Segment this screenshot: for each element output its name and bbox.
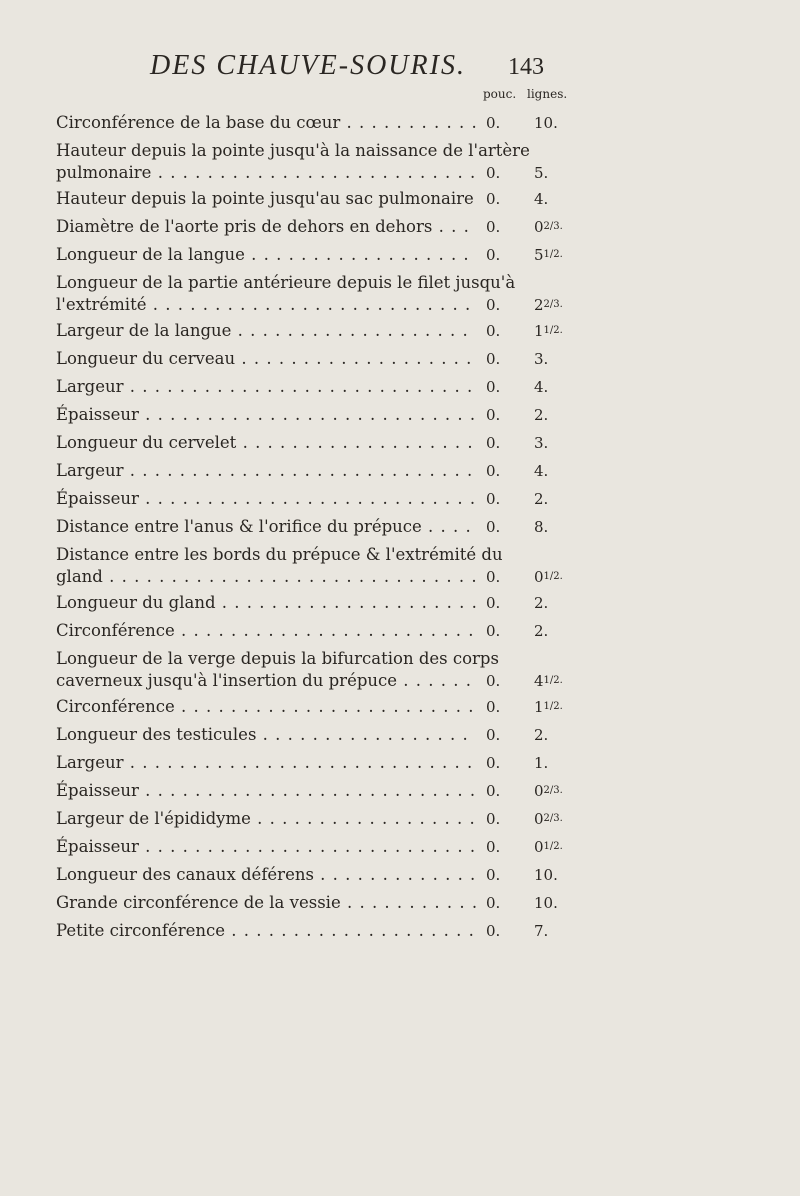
row-pouces-value: 0.: [486, 754, 501, 772]
row-lignes-value: [534, 516, 548, 538]
row-lignes-value: [534, 294, 563, 316]
row-lignes-fraction: 1/2.: [543, 841, 563, 852]
row-lignes-fraction: 1/2.: [543, 701, 563, 712]
row-pouces-value: 0.: [486, 726, 501, 744]
row-lignes-fraction: 1/2.: [543, 249, 563, 260]
row-lignes-value: [534, 488, 548, 510]
table-row: [56, 620, 616, 642]
row-lignes-value: [534, 780, 563, 802]
row-label: Longueur des testicules . . .: [56, 724, 476, 746]
row-lignes-fraction: 2/3.: [543, 813, 563, 824]
row-label: Circonférence . . .: [56, 620, 476, 642]
row-lignes-whole: 3.: [534, 434, 549, 452]
row-lignes-fraction: 2/3.: [543, 221, 563, 232]
row-lignes-fraction: 1/2.: [543, 675, 563, 686]
row-label: Petite circonférence . . .: [56, 920, 476, 942]
table-row: [56, 272, 616, 316]
running-head: [0, 46, 800, 86]
row-label: Épaisseur . . .: [56, 780, 476, 802]
row-pouces-value: 0.: [486, 378, 501, 396]
row-label-line-1: Longueur de la verge depuis la bifurcation des corps: [56, 649, 499, 668]
table-row: [56, 432, 616, 454]
row-lignes-value: [534, 216, 563, 238]
row-lignes-value: [534, 404, 548, 426]
row-pouces-value: 0.: [486, 218, 501, 236]
row-lignes-whole: 2: [534, 296, 544, 314]
table-row: [56, 188, 616, 210]
table-row: [56, 648, 616, 692]
row-label: Épaisseur . . .: [56, 404, 476, 426]
table-row: [56, 920, 616, 942]
row-pouces-value: 0.: [486, 114, 501, 132]
row-label-line-2: pulmonaire . . .: [56, 162, 476, 184]
row-lignes-fraction: 1/2.: [543, 571, 563, 582]
row-pouces-value: 0.: [486, 462, 501, 480]
row-lignes-whole: 2.: [534, 726, 549, 744]
table-row: [56, 864, 616, 886]
row-label: Épaisseur . . .: [56, 488, 476, 510]
column-headers: [0, 87, 800, 107]
row-label: Longueur du cervelet . . .: [56, 432, 476, 454]
row-pouces-value: 0.: [486, 622, 501, 640]
table-row: [56, 724, 616, 746]
row-pouces-value: 0.: [486, 164, 501, 182]
row-label: Longueur des canaux déférens . . .: [56, 864, 476, 886]
row-pouces-value: 0.: [486, 406, 501, 424]
row-lignes-value: [534, 348, 548, 370]
row-lignes-value: [534, 376, 548, 398]
row-label: Largeur . . .: [56, 752, 476, 774]
table-row: [56, 404, 616, 426]
row-pouces-value: 0.: [486, 922, 501, 940]
row-lignes-value: [534, 460, 548, 482]
table-row: [56, 244, 616, 266]
row-pouces-value: 0.: [486, 190, 501, 208]
table-row: [56, 780, 616, 802]
row-lignes-value: [534, 836, 563, 858]
row-label: Circonférence . . .: [56, 696, 476, 718]
table-row: [56, 544, 616, 588]
table-row: [56, 320, 616, 342]
row-lignes-value: [534, 696, 563, 718]
table-row: [56, 376, 616, 398]
row-lignes-whole: 10.: [534, 866, 558, 884]
row-lignes-whole: 7.: [534, 922, 549, 940]
table-row: [56, 836, 616, 858]
row-pouces-value: 0.: [486, 838, 501, 856]
row-lignes-whole: 10.: [534, 894, 558, 912]
row-lignes-whole: 0: [534, 838, 544, 856]
row-pouces-value: 0.: [486, 490, 501, 508]
row-lignes-whole: 0: [534, 218, 544, 236]
row-pouces-value: 0.: [486, 672, 501, 690]
row-pouces-value: 0.: [486, 568, 501, 586]
row-label: Longueur de la langue . . .: [56, 244, 476, 266]
row-lignes-whole: 1: [534, 322, 544, 340]
row-label-line-1: Distance entre les bords du prépuce & l'extrémité du: [56, 545, 503, 564]
row-label: Distance entre l'anus & l'orifice du prépuce . . .: [56, 516, 476, 538]
row-pouces-value: 0.: [486, 698, 501, 716]
row-lignes-whole: 1: [534, 698, 544, 716]
table-row: [56, 808, 616, 830]
row-pouces-value: 0.: [486, 866, 501, 884]
row-lignes-fraction: 1/2.: [543, 325, 563, 336]
row-lignes-whole: 4.: [534, 462, 549, 480]
row-lignes-value: [534, 244, 563, 266]
row-label-line-2: caverneux jusqu'à l'insertion du prépuce . . .: [56, 670, 476, 692]
row-label: [56, 140, 530, 184]
row-lignes-value: [534, 592, 548, 614]
row-lignes-whole: 5: [534, 246, 544, 264]
row-label: Épaisseur . . .: [56, 836, 476, 858]
table-row: [56, 892, 616, 914]
row-lignes-fraction: 2/3.: [543, 785, 563, 796]
row-label-line-1: Hauteur depuis la pointe jusqu'à la naissance de l'artère: [56, 141, 530, 160]
row-label: Diamètre de l'aorte pris de dehors en dehors . . .: [56, 216, 476, 238]
row-lignes-whole: 4.: [534, 190, 549, 208]
row-pouces-value: 0.: [486, 518, 501, 536]
row-lignes-whole: 3.: [534, 350, 549, 368]
row-lignes-whole: 0: [534, 568, 544, 586]
row-lignes-value: [534, 320, 563, 342]
row-pouces-value: 0.: [486, 350, 501, 368]
row-lignes-whole: 2.: [534, 490, 549, 508]
row-pouces-value: 0.: [486, 810, 501, 828]
row-lignes-value: [534, 566, 563, 588]
table-row: [56, 752, 616, 774]
row-lignes-whole: 5.: [534, 164, 549, 182]
row-label: Grande circonférence de la vessie . . .: [56, 892, 476, 914]
row-label-line-1: Longueur de la partie antérieure depuis le filet jusqu'à: [56, 273, 516, 292]
row-pouces-value: 0.: [486, 296, 501, 314]
row-pouces-value: 0.: [486, 322, 501, 340]
row-pouces-value: 0.: [486, 434, 501, 452]
row-label: Largeur de la langue . . .: [56, 320, 476, 342]
row-lignes-whole: 2.: [534, 594, 549, 612]
row-lignes-value: [534, 808, 563, 830]
row-label: Largeur . . .: [56, 376, 476, 398]
column-header-pouces: pouc.: [483, 87, 517, 101]
row-label-line-2: l'extrémité . . .: [56, 294, 476, 316]
table-row: [56, 696, 616, 718]
row-lignes-whole: 2.: [534, 406, 549, 424]
row-lignes-value: [534, 670, 563, 692]
row-lignes-value: [534, 620, 548, 642]
page-number: 143: [508, 54, 544, 80]
row-lignes-whole: 2.: [534, 622, 549, 640]
row-label: [56, 272, 516, 316]
table-row: [56, 460, 616, 482]
row-lignes-fraction: 2/3.: [543, 299, 563, 310]
row-pouces-value: 0.: [486, 594, 501, 612]
table-row: [56, 488, 616, 510]
row-lignes-whole: 4: [534, 672, 544, 690]
table-row: [56, 140, 616, 184]
row-pouces-value: 0.: [486, 782, 501, 800]
row-lignes-value: [534, 112, 558, 134]
table-row: [56, 592, 616, 614]
row-lignes-value: [534, 162, 548, 184]
row-lignes-whole: 10.: [534, 114, 558, 132]
row-lignes-whole: 1.: [534, 754, 549, 772]
table-row: [56, 348, 616, 370]
row-label: Longueur du gland . . .: [56, 592, 476, 614]
running-head-title: DES CHAUVE-SOURIS.: [150, 50, 466, 81]
row-label-line-2: gland . . .: [56, 566, 476, 588]
table-row: [56, 112, 616, 134]
row-lignes-value: [534, 864, 558, 886]
row-label: Longueur du cerveau . . .: [56, 348, 476, 370]
row-lignes-whole: 0: [534, 782, 544, 800]
row-lignes-value: [534, 432, 548, 454]
row-pouces-value: 0.: [486, 894, 501, 912]
table-row: [56, 216, 616, 238]
row-lignes-value: [534, 920, 548, 942]
row-lignes-value: [534, 752, 548, 774]
row-pouces-value: 0.: [486, 246, 501, 264]
row-label: [56, 544, 503, 588]
row-lignes-whole: 8.: [534, 518, 549, 536]
row-lignes-value: [534, 892, 558, 914]
row-label: Hauteur depuis la pointe jusqu'au sac pulmonaire . . .: [56, 188, 476, 210]
row-lignes-value: [534, 188, 548, 210]
row-label: Largeur de l'épididyme . . .: [56, 808, 476, 830]
row-label: Circonférence de la base du cœur . . .: [56, 112, 476, 134]
table-row: [56, 516, 616, 538]
column-header-lignes: lignes.: [527, 87, 568, 101]
row-label: [56, 648, 499, 692]
row-lignes-value: [534, 724, 548, 746]
row-lignes-whole: 0: [534, 810, 544, 828]
row-lignes-whole: 4.: [534, 378, 549, 396]
row-label: Largeur . . .: [56, 460, 476, 482]
measurement-table: [56, 112, 616, 948]
